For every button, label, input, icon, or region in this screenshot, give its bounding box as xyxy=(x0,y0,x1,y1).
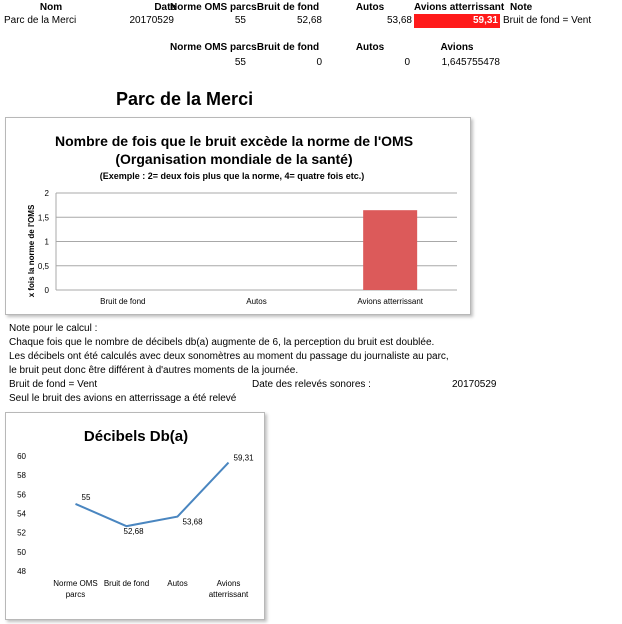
line-data-label: 59,31 xyxy=(234,454,255,463)
bar-ytick-label: 1,5 xyxy=(38,213,50,222)
bar-chart-subtitle: (Organisation mondiale de la santé) xyxy=(115,151,352,167)
cell-bruit[interactable]: 52,68 xyxy=(250,14,322,28)
cell2-avions[interactable]: 1,645755478 xyxy=(414,56,500,70)
line-data-label: 53,68 xyxy=(183,518,204,527)
note-bruit-fond[interactable]: Bruit de fond = Vent xyxy=(9,378,97,392)
line-series-decibels xyxy=(76,463,229,527)
header2-autos[interactable]: Autos xyxy=(326,41,414,55)
cell-note[interactable]: Bruit de fond = Vent xyxy=(503,14,621,28)
line-data-label: 55 xyxy=(82,493,91,502)
note-line-3[interactable]: Les décibels ont été calculés avec deux sonomètres au moment du passage du journaliste au parc, xyxy=(9,350,449,364)
note-date-label[interactable]: Date des relevés sonores : xyxy=(252,378,371,392)
bar-xtick-label: Autos xyxy=(246,297,266,306)
line-data-label: 52,68 xyxy=(124,527,145,536)
note-line-4[interactable]: le bruit peut donc être différent à d'autres moments de la journée. xyxy=(9,364,298,378)
line-chart xyxy=(6,413,266,621)
cell2-bruit[interactable]: 0 xyxy=(250,56,322,70)
line-xtick-label: Autos xyxy=(167,579,187,588)
note-last-line[interactable]: Seul le bruit des avions en atterrissage a été relevé xyxy=(9,392,236,406)
cell-autos[interactable]: 53,68 xyxy=(326,14,412,28)
bar-ytick-label: 2 xyxy=(45,189,50,198)
line-ytick-label: 58 xyxy=(17,471,26,480)
line-ytick-label: 56 xyxy=(17,490,26,499)
line-ytick-label: 52 xyxy=(17,529,26,538)
line-ytick-label: 60 xyxy=(17,452,26,461)
bar-chart-title: Nombre de fois que le bruit excède la norme de l'OMS xyxy=(55,133,413,149)
header-date[interactable]: Date xyxy=(100,1,176,15)
bar-xtick-label: Bruit de fond xyxy=(100,297,145,306)
line-chart-box[interactable] xyxy=(5,412,265,620)
bar-ytick-label: 0,5 xyxy=(38,262,50,271)
line-ytick-label: 48 xyxy=(17,567,26,576)
cell2-norme[interactable]: 55 xyxy=(176,56,246,70)
header2-avions[interactable]: Avions xyxy=(414,41,500,55)
bar-ytick-label: 1 xyxy=(45,238,50,247)
bar-ytick-label: 0 xyxy=(45,286,50,295)
line-xtick-label: Bruit de fond xyxy=(104,579,149,588)
cell-avions-highlight[interactable]: 59,31 xyxy=(414,14,500,28)
cell2-autos[interactable]: 0 xyxy=(326,56,410,70)
header-nom[interactable]: Nom xyxy=(2,1,100,15)
header2-norme[interactable]: Norme OMS parcs xyxy=(170,41,250,55)
line-chart-title: Décibels Db(a) xyxy=(84,428,188,445)
line-ytick-label: 54 xyxy=(17,510,26,519)
line-ytick-label: 50 xyxy=(17,548,26,557)
header-norme[interactable]: Norme OMS parcs xyxy=(176,1,250,15)
note-line-2[interactable]: Chaque fois que le nombre de décibels db(a) augmente de 6, la perception du bruit est doublée. xyxy=(9,336,434,350)
bar-chart xyxy=(6,118,472,316)
bar-avions-atterrissant xyxy=(363,210,417,290)
header-autos[interactable]: Autos xyxy=(326,1,414,15)
line-xtick-label: Norme OMS parcs xyxy=(53,579,97,599)
bar-chart-box[interactable] xyxy=(5,117,471,315)
header2-bruit[interactable]: Bruit de fond xyxy=(250,41,326,55)
cell-norme[interactable]: 55 xyxy=(176,14,246,28)
bar-chart-ylabel: x fois la norme de l'OMS xyxy=(27,204,36,297)
note-date-value[interactable]: 20170529 xyxy=(452,378,497,392)
header-note[interactable]: Note xyxy=(510,1,570,15)
note-line-1[interactable]: Note pour le calcul : xyxy=(9,322,97,336)
line-xtick-label: Avions atterrissant xyxy=(209,579,249,599)
page-title[interactable]: Parc de la Merci xyxy=(116,87,253,111)
header-bruit[interactable]: Bruit de fond xyxy=(250,1,326,15)
bar-chart-subtitle2: (Exemple : 2= deux fois plus que la norme, 4= quatre fois etc.) xyxy=(100,171,365,181)
bar-xtick-label: Avions atterrissant xyxy=(357,297,423,306)
header-avions[interactable]: Avions atterrissant xyxy=(414,1,500,15)
cell-nom[interactable]: Parc de la Merci xyxy=(4,14,104,28)
cell-date[interactable]: 20170529 xyxy=(100,14,174,28)
